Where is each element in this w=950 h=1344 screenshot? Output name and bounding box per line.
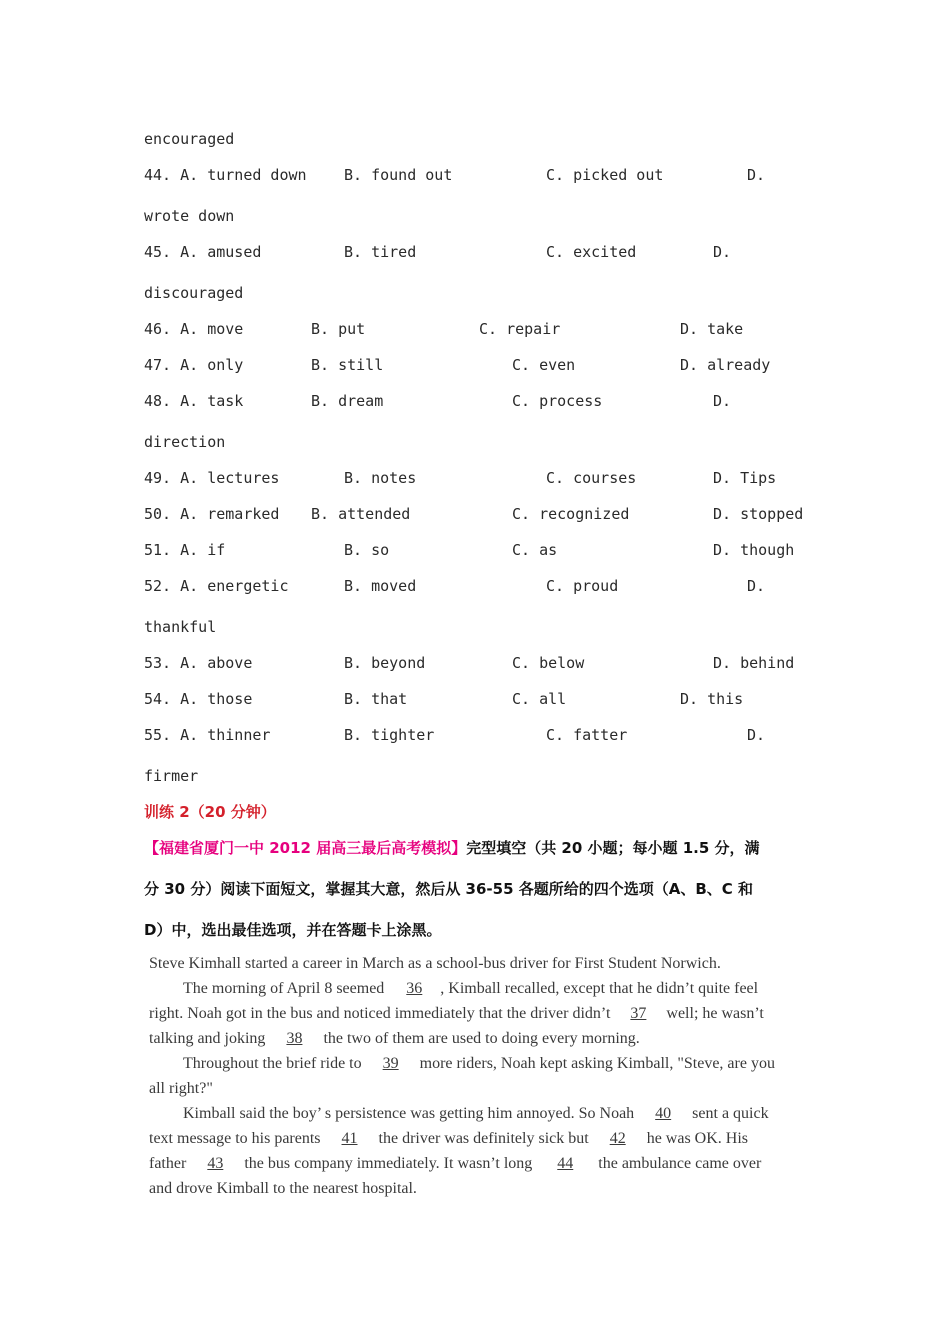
option-text: C. repair <box>479 320 561 338</box>
option-text: D. stopped <box>713 505 804 523</box>
blank-44: 44 <box>557 1155 574 1172</box>
blank-36: 36 <box>406 980 423 997</box>
option-text: B. still <box>311 356 384 374</box>
option-text: C. proud <box>546 577 619 595</box>
option-text: C. all <box>512 690 567 708</box>
blank-38: 38 <box>286 1030 303 1047</box>
option-text: C. even <box>512 356 576 374</box>
option-text: 49. A. lectures <box>144 469 280 487</box>
passage-line: Steve Kimhall started a career in March as a school-bus driver for First Student Norwich. <box>149 955 721 972</box>
passage-text: Kimball said the boy’ s persistence was getting him annoyed. So Noah <box>183 1105 639 1122</box>
option-text: D. this <box>680 690 744 708</box>
option-text: B. tighter <box>344 726 435 744</box>
option-text: 55. A. thinner <box>144 726 271 744</box>
option-text: 50. A. remarked <box>144 505 280 523</box>
option-text: B. that <box>344 690 408 708</box>
option-text: C. fatter <box>546 726 628 744</box>
option-text: direction <box>144 433 226 451</box>
passage-text: the bus company immediately. It wasn’t long <box>240 1155 537 1172</box>
option-text: D. take <box>680 320 744 338</box>
option-text: B. attended <box>311 505 411 523</box>
passage-text: more riders, Noah kept asking Kimball, "Steve, are you <box>415 1055 775 1072</box>
option-text: D. <box>713 243 732 261</box>
option-text: D. already <box>680 356 771 374</box>
passage-text: , Kimball recalled, except that he didn’t quite feel <box>440 980 759 997</box>
option-text: B. notes <box>344 469 417 487</box>
passage-text: the ambulance came over <box>594 1155 762 1172</box>
blank-43: 43 <box>207 1155 224 1172</box>
instructions-line-3: D）中，选出最佳选项，并在答题卡上涂黑。 <box>144 921 442 939</box>
option-text: C. as <box>512 541 558 559</box>
option-text: discouraged <box>144 284 244 302</box>
cloze-passage <box>149 951 814 1201</box>
passage-line <box>149 1051 814 1076</box>
option-text: B. put <box>311 320 366 338</box>
passage-line <box>149 1151 814 1176</box>
passage-text: right. Noah got in the bus and noticed immediately that the driver didn’t <box>149 1005 615 1022</box>
source-label: 【福建省厦门一中 2012 届高三最后高考模拟】 <box>144 839 467 857</box>
blank-42: 42 <box>609 1130 626 1147</box>
passage-line: all right?" <box>149 1080 213 1097</box>
passage-text: the driver was definitely sick but <box>374 1130 593 1147</box>
section-heading: 训练 2（20 分钟） <box>144 803 276 821</box>
passage-line <box>149 976 814 1001</box>
passage-text: talking and joking <box>149 1030 270 1047</box>
option-text: firmer <box>144 767 199 785</box>
option-text: 44. A. turned down <box>144 166 307 184</box>
option-text: D. <box>713 392 732 410</box>
passage-text: Throughout the brief ride to <box>183 1055 366 1072</box>
passage-line <box>149 1001 814 1026</box>
option-text: 46. A. move <box>144 320 244 338</box>
option-text: thankful <box>144 618 217 636</box>
option-text: B. found out <box>344 166 453 184</box>
option-text: D. <box>747 726 766 744</box>
blank-40: 40 <box>655 1105 672 1122</box>
option-text: C. process <box>512 392 603 410</box>
blank-37: 37 <box>630 1005 647 1022</box>
option-text: C. courses <box>546 469 637 487</box>
instructions-line-2: 分 30 分）阅读下面短文，掌握其大意，然后从 36-55 各题所给的四个选项（A、B、C 和 <box>144 880 754 898</box>
option-text: 45. A. amused <box>144 243 262 261</box>
instructions-text-1: 完型填空（共 20 小题；每小题 1.5 分，满 <box>466 839 760 857</box>
passage-line: and drove Kimball to the nearest hospital. <box>149 1180 417 1197</box>
option-text: encouraged <box>144 130 235 148</box>
option-text: D. behind <box>713 654 795 672</box>
option-text: B. dream <box>311 392 384 410</box>
option-text: 53. A. above <box>144 654 253 672</box>
option-text: 48. A. task <box>144 392 244 410</box>
option-text: 54. A. those <box>144 690 253 708</box>
passage-text: text message to his parents <box>149 1130 325 1147</box>
passage-text: the two of them are used to doing every morning. <box>319 1030 640 1047</box>
option-text: 51. A. if <box>144 541 226 559</box>
option-text: 47. A. only <box>144 356 244 374</box>
option-text: D. <box>747 166 766 184</box>
option-text: D. though <box>713 541 795 559</box>
passage-line <box>149 1126 814 1151</box>
option-text: B. tired <box>344 243 417 261</box>
passage-text: he was OK. His <box>642 1130 749 1147</box>
option-text: 52. A. energetic <box>144 577 289 595</box>
option-text: C. below <box>512 654 585 672</box>
blank-41: 41 <box>341 1130 358 1147</box>
passage-text: well; he wasn’t <box>662 1005 764 1022</box>
instructions-line-1 <box>144 837 760 858</box>
option-text: C. picked out <box>546 166 664 184</box>
option-text: B. moved <box>344 577 417 595</box>
option-text: wrote down <box>144 207 235 225</box>
option-text: C. excited <box>546 243 637 261</box>
option-text: B. so <box>344 541 390 559</box>
option-text: C. recognized <box>512 505 630 523</box>
blank-39: 39 <box>382 1055 399 1072</box>
option-text: B. beyond <box>344 654 426 672</box>
option-text: D. <box>747 577 766 595</box>
passage-line <box>149 1026 814 1051</box>
passage-line <box>149 1101 814 1126</box>
option-text: D. Tips <box>713 469 777 487</box>
passage-text: The morning of April 8 seemed <box>183 980 389 997</box>
passage-text: father <box>149 1155 191 1172</box>
passage-text: sent a quick <box>688 1105 769 1122</box>
